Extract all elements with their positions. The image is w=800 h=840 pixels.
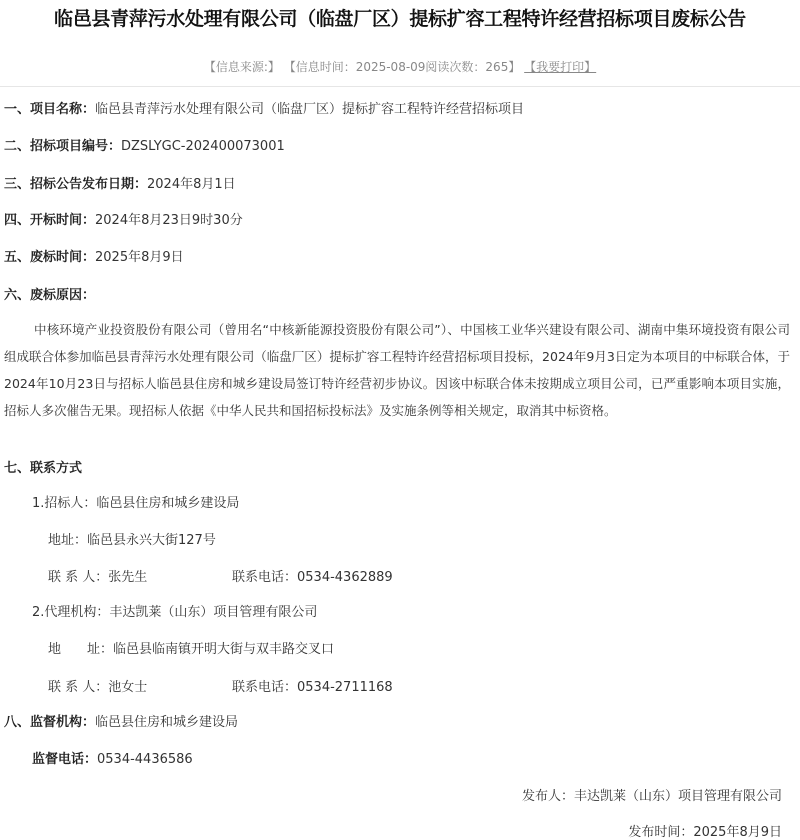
- section-value: 临邑县青萍污水处理有限公司（临盘厂区）提标扩容工程特许经营招标项目: [95, 102, 525, 117]
- section-value: 2024年8月1日: [147, 177, 236, 192]
- section-supervisor: [4, 711, 238, 730]
- section-label: 一、项目名称：: [4, 102, 96, 117]
- section-value: 0534-4436586: [97, 752, 193, 767]
- publish-time: 发布时间：2025年8月9日: [628, 825, 782, 840]
- tenderer-contact-phone: 联系电话：0534-4362889: [232, 570, 393, 585]
- section-project-name: [4, 98, 524, 117]
- agent-name: 2.代理机构：丰达凯莱（山东）项目管理有限公司: [32, 605, 318, 620]
- section-opening-time: [4, 209, 243, 228]
- section-label: 二、招标项目编号：: [4, 139, 122, 154]
- section-value: 2024年8月23日9时30分: [95, 213, 243, 228]
- agent-contact-phone: 联系电话：0534-2711168: [232, 680, 393, 695]
- section-contact: [4, 457, 82, 476]
- info-meta: [0, 58, 800, 75]
- agent-contact-person: 联 系 人：池女士: [48, 680, 148, 695]
- section-label: 五、废标时间：: [4, 250, 96, 265]
- section-cancel-reason: [4, 284, 95, 303]
- section-value: 临邑县住房和城乡建设局: [95, 715, 239, 730]
- cancel-reason-text: 中核环境产业投资股份有限公司（曾用名“中核新能源投资股份有限公司”）、中国核工业华兴建设有限公司、湖南中集环境投资有限公司组成联合体参加临邑县青萍污水处理有限公司（临盘厂区）提标扩容工程特许经营招标项目投标，2024年9月3日定为本项目的中标联合体，于2024年10月23日与招标人临邑县住房和城乡建设局签订特许经营初步协议。因该中标联合体未按期成立项目公司，已严重影响本项目实施，招标人多次催告无果。现招标人依据《中华人民共和国招标投标法》及实施条例等相关规定，取消其中标资格。: [4, 322, 790, 418]
- info-time-views: 【信息时间：2025-08-09阅读次数：265】: [283, 60, 521, 74]
- section-label: 三、招标公告发布日期：: [4, 177, 148, 192]
- agent-address: 地 址：临邑县临南镇开明大街与双丰路交叉口: [48, 642, 335, 657]
- section-label: 六、废标原因：: [4, 288, 96, 303]
- tenderer-address: 地址：临邑县永兴大街127号: [48, 533, 216, 548]
- section-supervisor-phone: [32, 748, 193, 767]
- section-label: 七、联系方式: [4, 461, 83, 476]
- section-value: 2025年8月9日: [95, 250, 184, 265]
- section-cancel-time: [4, 246, 184, 265]
- divider: [0, 86, 800, 87]
- section-value: DZSLYGC-202400073001: [121, 139, 285, 154]
- section-label: 八、监督机构：: [4, 715, 96, 730]
- page-title: 临邑县青萍污水处理有限公司（临盘厂区）提标扩容工程特许经营招标项目废标公告: [54, 8, 746, 30]
- publisher: 发布人：丰达凯莱（山东）项目管理有限公司: [521, 789, 782, 804]
- section-label: 四、开标时间：: [4, 213, 96, 228]
- info-source: 【信息来源:】: [203, 60, 280, 74]
- section-project-number: [4, 135, 285, 154]
- tenderer-name: 1.招标人：临邑县住房和城乡建设局: [32, 496, 240, 511]
- section-label: 监督电话：: [32, 752, 98, 767]
- print-link[interactable]: 【我要打印】: [524, 60, 597, 74]
- tenderer-contact-person: 联 系 人：张先生: [48, 570, 148, 585]
- section-publish-date: [4, 173, 236, 192]
